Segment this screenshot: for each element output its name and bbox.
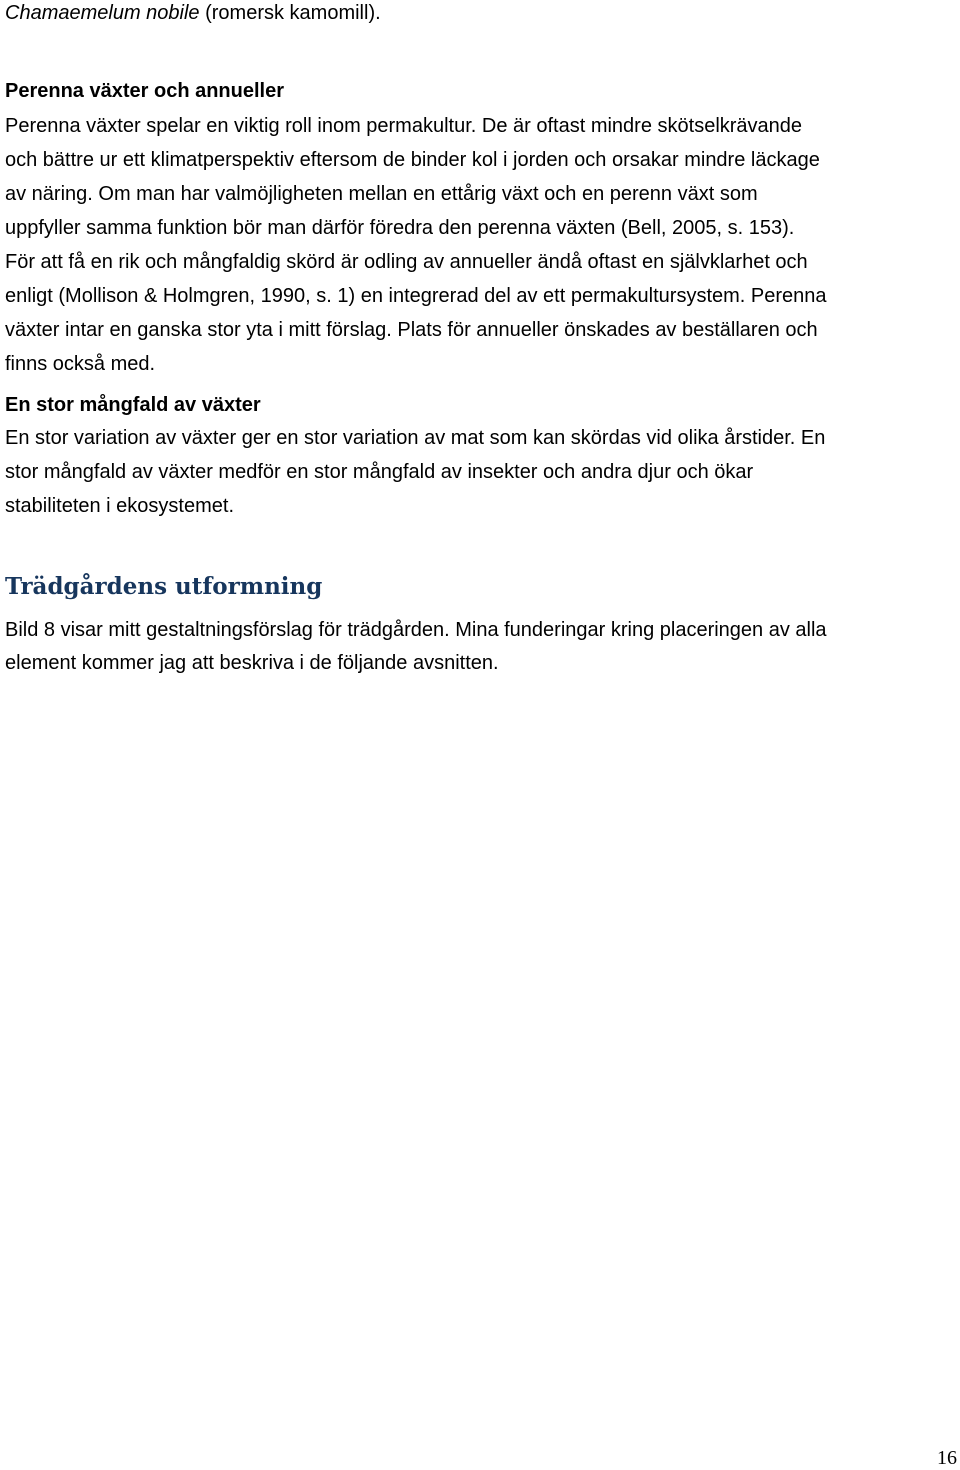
mangfald-line-2: stor mångfald av växter medför en stor mångfald av insekter och andra djur och ökar	[5, 461, 754, 483]
perenna-line-3: av näring. Om man har valmöjligheten mellan en ettårig växt och en perenn växt som	[5, 183, 758, 205]
perenna-line-2: och bättre ur ett klimatperspektiv eftersom de binder kol i jorden och orsakar mindre läckage	[5, 149, 820, 171]
species-name: Chamaemelum nobile	[5, 2, 200, 24]
mangfald-heading: En stor mångfald av växter	[5, 394, 261, 416]
utformning-line-1: Bild 8 visar mitt gestaltningsförslag för trädgården. Mina funderingar kring placeringen av alla	[5, 619, 827, 641]
perenna-heading: Perenna växter och annueller	[5, 80, 285, 102]
perenna-line-6: enligt (Mollison & Holmgren, 1990, s. 1) en integrerad del av ett permakultursystem. Perenna	[5, 285, 827, 307]
perenna-line-7: växter intar en ganska stor yta i mitt förslag. Plats för annueller önskades av beställaren och	[5, 319, 818, 341]
mangfald-line-1: En stor variation av växter ger en stor variation av mat som kan skördas vid olika årstider. En	[5, 427, 826, 449]
common-name: (romersk kamomill).	[199, 2, 381, 24]
perenna-line-8: finns också med.	[5, 353, 156, 375]
utformning-line-2: element kommer jag att beskriva i de följande avsnitten.	[5, 652, 499, 674]
perenna-line-1: Perenna växter spelar en viktig roll inom permakultur. De är oftast mindre skötselkrävande	[5, 115, 803, 137]
page-number: 16	[937, 1447, 957, 1469]
intro-line	[5, 0, 381, 26]
perenna-line-4: uppfyller samma funktion bör man därför föredra den perenna växten (Bell, 2005, s. 153).	[5, 217, 795, 239]
mangfald-line-3: stabiliteten i ekosystemet.	[5, 495, 234, 517]
section-title: Trädgårdens utformning	[5, 573, 323, 600]
perenna-line-5: För att få en rik och mångfaldig skörd är odling av annueller ändå oftast en självklarhet och	[5, 251, 808, 273]
